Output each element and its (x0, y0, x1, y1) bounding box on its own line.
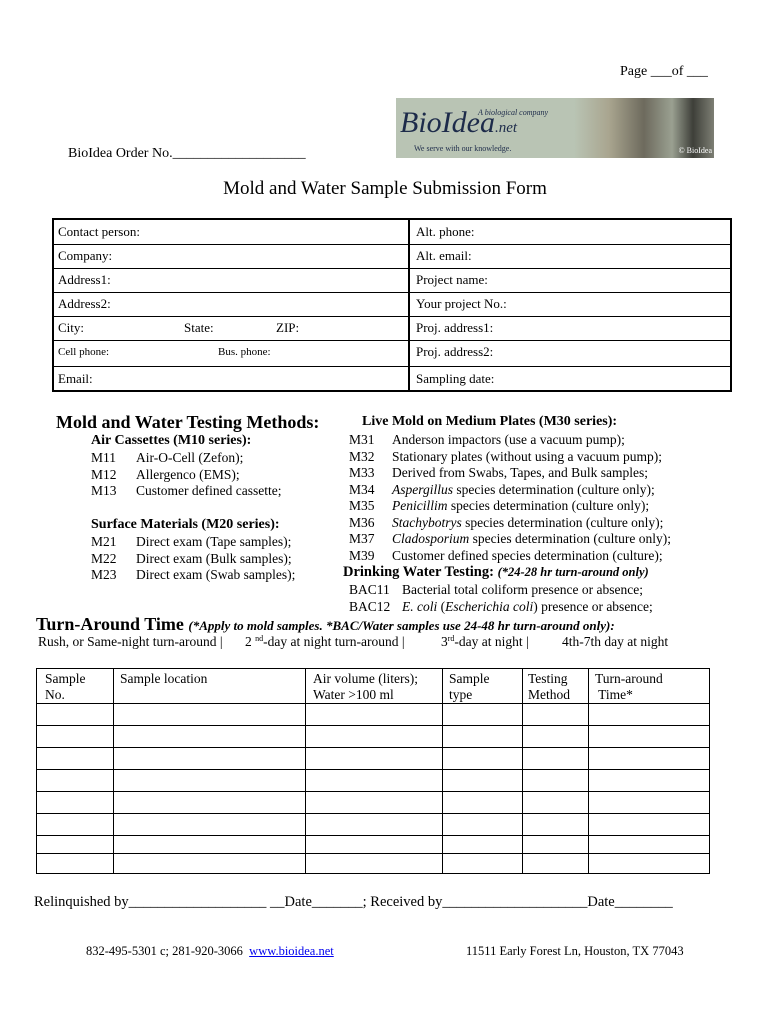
header-turnaround-time: Turn-around Time* (595, 671, 663, 702)
list-item[interactable]: BAC11 Bacterial total coliform presence or absence; (349, 582, 644, 597)
email-field[interactable]: Email: (58, 371, 93, 386)
city-field[interactable]: City: (58, 320, 85, 335)
list-item[interactable]: M34 Aspergillus species determination (culture only); (349, 481, 655, 497)
air-cassettes-list (91, 450, 281, 500)
table-row-line (54, 366, 730, 367)
list-item[interactable]: M31 Anderson impactors (use a vacuum pump); (349, 432, 625, 447)
logo-tagline-bottom: We serve with our knowledge. (414, 144, 512, 153)
list-item[interactable]: M37 Cladosporium species determination (culture only); (349, 531, 671, 546)
turnaround-option-3rd-day[interactable]: 3rd-day at night | (441, 634, 529, 649)
header-testing-method: Testing Method (528, 671, 570, 702)
table-row-line (54, 340, 730, 341)
table-row-line (37, 725, 709, 726)
cell-phone-field[interactable]: Cell phone: (58, 346, 110, 358)
zip-field[interactable]: ZIP: (276, 320, 300, 335)
live-mold-list (349, 432, 671, 564)
header-sample-no: Sample No. (45, 671, 86, 702)
list-item[interactable]: M11 Air-O-Cell (Zefon); (91, 450, 244, 465)
list-item[interactable]: M32 Stationary plates (without using a vacuum pump); (349, 448, 662, 464)
table-row-line (37, 853, 709, 854)
surface-materials-list (91, 534, 295, 584)
turnaround-option-2nd-day[interactable]: 2 $^{nd}$-day at night turn-around | (245, 634, 405, 649)
project-name-field[interactable]: Project name: (416, 272, 488, 287)
turnaround-option-4th-7th-day[interactable]: 4th-7th day at night (562, 634, 669, 649)
list-item[interactable]: M13 Customer defined cassette; (91, 483, 282, 498)
alt-phone-field[interactable]: Alt. phone: (416, 224, 475, 239)
header-air-volume: Air volume (liters); Water >100 ml (313, 671, 418, 702)
table-row-line (37, 835, 709, 836)
project-no-field[interactable]: Your project No.: (416, 296, 507, 311)
footer-address: 11511 Early Forest Ln, Houston, TX 77043 (466, 944, 684, 958)
relinquished-received-line[interactable]: Relinquished by___________________ __Date_______; Received by____________________Date________ (34, 894, 673, 910)
list-item[interactable]: M35 Penicillim species determination (culture only); (349, 498, 650, 513)
footer-contact (86, 944, 334, 959)
logo-brand: BioIdea.net (400, 106, 518, 139)
column-divider (588, 669, 589, 873)
proj-address2-field[interactable]: Proj. address2: (416, 344, 494, 359)
list-item[interactable]: M33 Derived from Swabs, Tapes, and Bulk samples; (349, 465, 649, 480)
company-field[interactable]: Company: (58, 248, 113, 263)
turnaround-note: (*Apply to mold samples. *BAC/Water samples use 24-48 hr turn-around only): (188, 618, 615, 633)
column-divider (442, 669, 443, 873)
contact-person-field[interactable]: Contact person: (58, 224, 140, 239)
surface-materials-heading: Surface Materials (M20 series): (91, 517, 280, 532)
drinking-water-note: (*24-28 hr turn-around only) (497, 565, 649, 579)
column-divider (522, 669, 523, 873)
column-divider (305, 669, 306, 873)
address1-field[interactable]: Address1: (58, 272, 111, 287)
table-row-line (54, 316, 730, 317)
list-item[interactable]: M22 Direct exam (Bulk samples); (91, 550, 292, 566)
table-row-line (37, 813, 709, 814)
table-row-line (37, 769, 709, 770)
proj-address1-field[interactable]: Proj. address1: (416, 320, 494, 335)
table-divider (408, 220, 410, 390)
table-row-line (37, 747, 709, 748)
logo-tagline-top: A biological company (478, 108, 549, 117)
table-row-line (54, 268, 730, 269)
turnaround-option-rush[interactable]: Rush, or Same-night turn-around | (38, 634, 223, 649)
list-item[interactable]: M36 Stachybotrys species determination (culture only); (349, 514, 664, 530)
drinking-water-heading: Drinking Water Testing: (*24-28 hr turn-around only) (343, 564, 649, 580)
header-sample-location: Sample location (120, 671, 208, 686)
address2-field[interactable]: Address2: (58, 296, 111, 311)
state-field[interactable]: State: (184, 320, 214, 335)
bioidea-logo (396, 98, 714, 158)
table-row-line (54, 244, 730, 245)
page-number: Page ___of ___ (620, 64, 708, 79)
footer-phones: 832-495-5301 c; 281-920-3066 (86, 944, 243, 958)
live-mold-heading: Live Mold on Medium Plates (M30 series): (362, 414, 618, 429)
list-item[interactable]: M23 Direct exam (Swab samples); (91, 567, 296, 582)
methods-heading: Mold and Water Testing Methods: (56, 412, 320, 432)
turnaround-heading: Turn-Around Time (*Apply to mold samples. *BAC/Water samples use 24-48 hr turn-around only): (36, 614, 615, 634)
header-sample-type: Sample type (449, 671, 490, 702)
drinking-water-list (349, 582, 653, 615)
logo-copyright: © BioIdea (678, 146, 712, 155)
website-link[interactable]: www.bioidea.net (249, 944, 334, 958)
table-row-line (37, 791, 709, 792)
air-cassettes-heading: Air Cassettes (M10 series): (91, 433, 252, 448)
contact-info-table (52, 218, 732, 392)
bus-phone-field[interactable]: Bus. phone: (218, 346, 271, 358)
list-item[interactable]: M21 Direct exam (Tape samples); (91, 534, 292, 549)
page-title: Mold and Water Sample Submission Form (223, 178, 547, 199)
alt-email-field[interactable]: Alt. email: (416, 248, 472, 263)
list-item[interactable]: M39 Customer defined species determination (culture); (349, 547, 663, 563)
samples-table (36, 668, 710, 874)
list-item[interactable]: M12 Allergenco (EMS); (91, 466, 240, 482)
table-row-line (37, 703, 709, 704)
column-divider (113, 669, 114, 873)
table-row-line (54, 292, 730, 293)
order-number-field[interactable]: BioIdea Order No.___________________ (68, 146, 306, 161)
sampling-date-field[interactable]: Sampling date: (416, 371, 495, 386)
list-item[interactable]: BAC12 E. coli (Escherichia coli) presence or absence; (349, 598, 653, 614)
